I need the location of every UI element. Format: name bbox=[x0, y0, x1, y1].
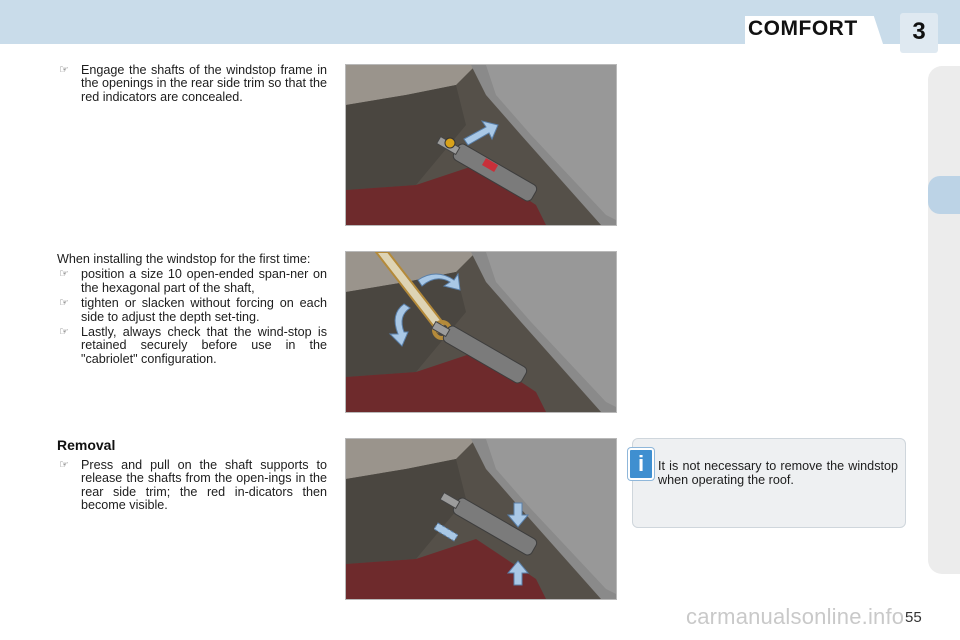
removal-bullet bbox=[57, 459, 327, 513]
removal-text bbox=[57, 459, 327, 513]
step2-intro: When installing the windstop for the first time: bbox=[57, 252, 311, 266]
figure-removal bbox=[345, 438, 617, 600]
info-text: It is not necessary to remove the windstop when operating the roof. bbox=[658, 459, 898, 487]
removal-heading: Removal bbox=[57, 437, 116, 453]
bullet-hand-icon: ☞ bbox=[59, 459, 69, 471]
removal-bullet-text: Press and pull on the shaft supports to release the shafts from the open-ings in the rear side trim; the red in-dicators then become visible. bbox=[81, 458, 327, 513]
bullet-hand-icon: ☞ bbox=[59, 64, 69, 76]
step2-bullet-1 bbox=[57, 268, 327, 295]
step2-bullet-2 bbox=[57, 297, 327, 324]
bullet-hand-icon: ☞ bbox=[59, 326, 69, 339]
step2-bullet-1-text: position a size 10 open-ended span-ner on the hexagonal part of the shaft, bbox=[81, 267, 327, 295]
step2-bullet-3-text: Lastly, always check that the wind-stop is retained securely before use in the "cabriolet" configuration. bbox=[81, 325, 327, 366]
step2-bullet-3 bbox=[57, 326, 327, 366]
page-number: 55 bbox=[905, 609, 922, 626]
figure-spanner-adjustment bbox=[345, 251, 617, 413]
chapter-number: 3 bbox=[912, 18, 926, 45]
step1-text bbox=[57, 64, 327, 104]
side-thumb-index-active bbox=[928, 176, 960, 214]
bullet-hand-icon: ☞ bbox=[59, 268, 69, 281]
step1-bullet bbox=[57, 64, 327, 104]
chapter-title: COMFORT bbox=[748, 17, 858, 40]
chapter-tab bbox=[900, 13, 938, 53]
figure-engage-shaft bbox=[345, 64, 617, 226]
step2-bullet-2-text: tighten or slacken without forcing on each side to adjust the depth set-ting. bbox=[81, 296, 327, 324]
bullet-hand-icon: ☞ bbox=[59, 297, 69, 310]
side-thumb-index bbox=[928, 66, 960, 574]
watermark: carmanualsonline.info bbox=[686, 604, 905, 629]
step2-text bbox=[57, 253, 327, 366]
step1-bullet-text: Engage the shafts of the windstop frame in the openings in the rear side trim so that the red indicators are concealed. bbox=[81, 63, 327, 104]
info-icon: i bbox=[628, 448, 654, 480]
